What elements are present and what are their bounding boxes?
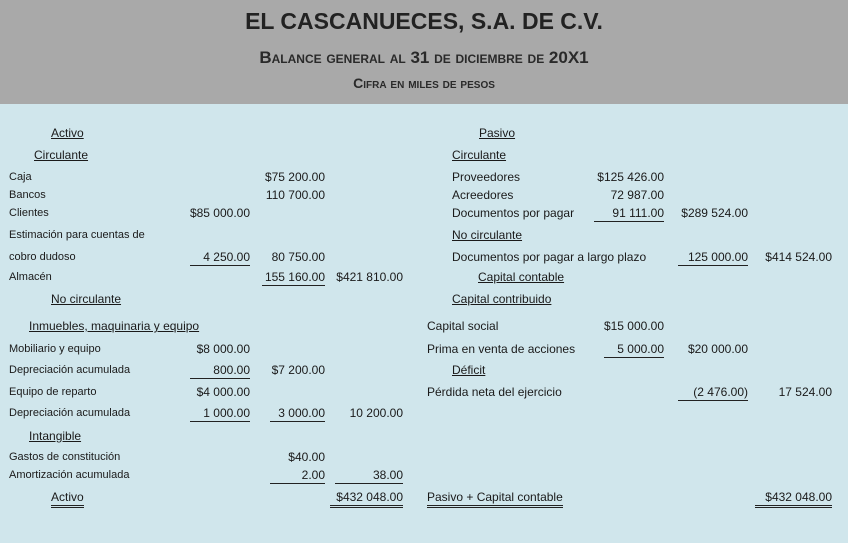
mobiliario-label: Mobiliario y equipo — [9, 343, 101, 355]
acreedores-label: Acreedores — [452, 188, 514, 202]
mobiliario-neto-value: $7 200.00 — [271, 363, 325, 377]
amortizacion-value: 2.00 — [270, 468, 325, 484]
proveedores-value: $125 426.00 — [597, 170, 664, 184]
perdida-neta-label: Pérdida neta del ejercicio — [427, 385, 562, 399]
estimacion-label-2: cobro dudoso — [9, 251, 76, 263]
gastos-constitucion-label: Gastos de constitución — [9, 451, 121, 463]
header-band — [0, 0, 848, 104]
bancos-label: Bancos — [9, 189, 46, 201]
prima-acciones-label: Prima en venta de acciones — [427, 342, 576, 356]
documentos-largo-plazo-value: 125 000.00 — [678, 250, 748, 266]
pasivo-total-value: $414 524.00 — [765, 250, 832, 264]
capital-social-value: $15 000.00 — [603, 319, 664, 333]
proveedores-label: Proveedores — [452, 170, 521, 184]
intangible-neto-value: 38.00 — [335, 468, 403, 484]
activo-circulante-heading: Circulante — [34, 148, 89, 162]
deficit-heading: Déficit — [452, 363, 486, 377]
total-inmuebles-value: 10 200.00 — [349, 406, 403, 420]
document-subtitle: Cifra en miles de pesos — [353, 75, 495, 91]
clientes-neto-value: 80 750.00 — [271, 250, 325, 264]
estimacion-label-1: Estimación para cuentas de — [9, 229, 145, 241]
statement-body — [0, 104, 848, 543]
total-circulante-value: $421 810.00 — [336, 270, 403, 284]
estimacion-value: 4 250.00 — [190, 250, 250, 266]
clientes-value: $85 000.00 — [189, 206, 250, 220]
pasivo-circulante-total-value: $289 524.00 — [681, 206, 748, 220]
pasivo-capital-total-text: Pasivo + Capital contable — [427, 490, 563, 508]
equipo-reparto-neto-value: 3 000.00 — [270, 406, 325, 422]
depreciacion-1-label: Depreciación acumulada — [9, 364, 131, 376]
depreciacion-2-value: 1 000.00 — [190, 406, 250, 422]
almacen-label: Almacén — [9, 271, 52, 283]
mobiliario-value: $8 000.00 — [196, 342, 250, 356]
documentos-pagar-label: Documentos por pagar — [452, 206, 575, 220]
company-name: EL CASCANUECES, S.A. DE C.V. — [245, 8, 603, 34]
amortizacion-label: Amortización acumulada — [9, 469, 130, 481]
documentos-largo-plazo-label: Documentos por pagar a largo plazo — [452, 250, 647, 264]
activo-heading: Activo — [51, 126, 84, 140]
equipo-reparto-value: $4 000.00 — [196, 385, 250, 399]
depreciacion-1-value: 800.00 — [190, 363, 250, 379]
capital-contable-total-value: 17 524.00 — [778, 385, 832, 399]
pasivo-no-circulante-heading: No circulante — [452, 228, 523, 242]
inmuebles-heading-text: Inmuebles, maquinaria y equipo — [29, 319, 200, 333]
pasivo-capital-total-value: $432 048.00 — [755, 490, 832, 508]
capital-social-label: Capital social — [427, 319, 499, 333]
pasivo-heading: Pasivo — [479, 126, 516, 140]
depreciacion-2-label: Depreciación acumulada — [9, 407, 131, 419]
caja-label: Caja — [9, 171, 32, 183]
perdida-neta-value: (2 476.00) — [678, 385, 748, 401]
acreedores-value: 72 987.00 — [610, 188, 664, 202]
capital-contribuido-total-value: $20 000.00 — [687, 342, 748, 356]
capital-contable-heading: Capital contable — [478, 270, 565, 284]
pasivo-capital-total-label — [427, 490, 563, 504]
pasivo-circulante-heading: Circulante — [452, 148, 507, 162]
capital-contribuido-heading: Capital contribuido — [452, 292, 552, 306]
activo-total-value: $432 048.00 — [330, 490, 403, 508]
intangible-heading: Intangible — [29, 429, 82, 443]
gastos-constitucion-value: $40.00 — [288, 450, 325, 464]
activo-no-circulante-heading: No circulante — [51, 292, 122, 306]
prima-acciones-value: 5 000.00 — [604, 342, 664, 358]
documentos-pagar-value: 91 111.00 — [594, 206, 664, 222]
caja-value: $75 200.00 — [264, 170, 325, 184]
equipo-reparto-label: Equipo de reparto — [9, 386, 97, 398]
document-title: Balance general al 31 de diciembre de 20X1 — [259, 48, 589, 67]
almacen-value: 155 160.00 — [262, 270, 325, 286]
activo-total-label: Activo — [51, 490, 84, 508]
bancos-value: 110 700.00 — [265, 188, 325, 202]
clientes-label: Clientes — [9, 207, 49, 219]
inmuebles-heading — [29, 319, 199, 333]
